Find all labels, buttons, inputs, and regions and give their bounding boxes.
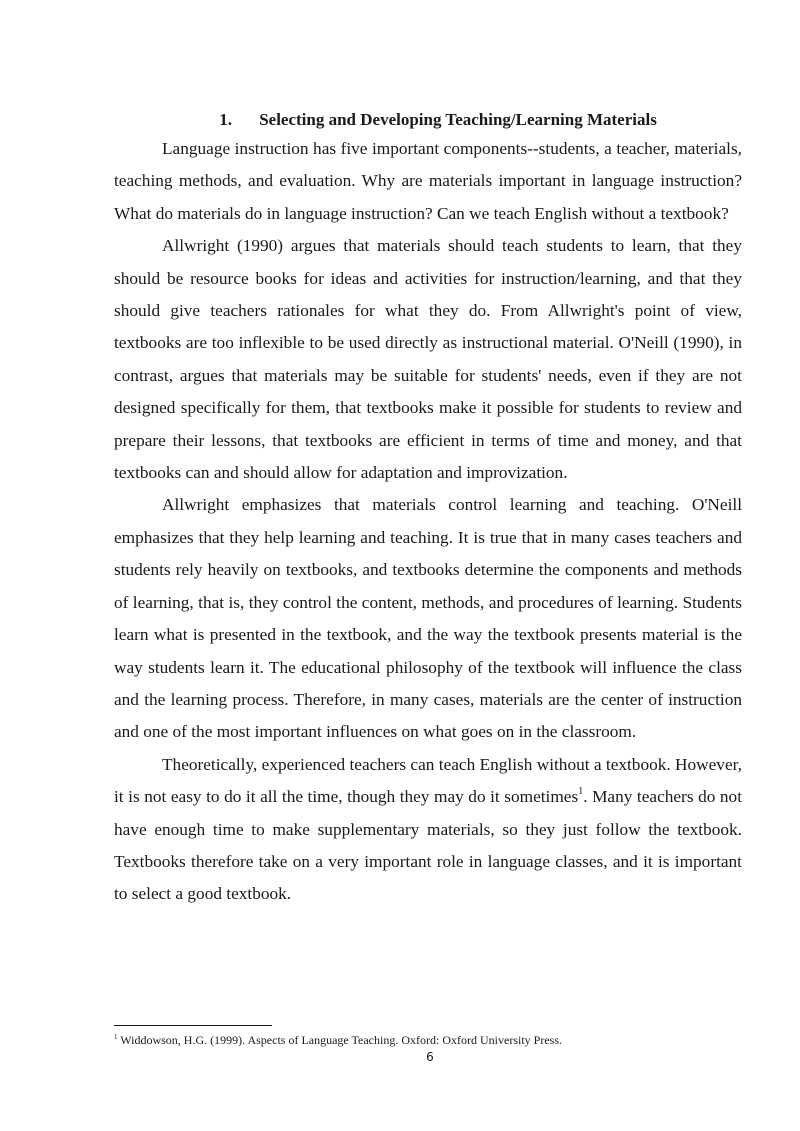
paragraph-4 bbox=[114, 749, 742, 911]
footnote-reference[interactable]: 1 bbox=[578, 786, 584, 798]
paragraph-4-text-after: . Many teachers do not have enough time to make supplementary materials, so they just follow the textbook. Textbooks therefore take on a very important role in language classes, and it is important to select a good textbook. bbox=[114, 787, 742, 904]
paragraph-4-text-before: Theoretically, experienced teachers can teach English without a textbook. However, it is not easy to do it all the time, though they may do it sometimes bbox=[114, 754, 742, 807]
section-title: Selecting and Developing Teaching/Learning Materials bbox=[259, 110, 657, 129]
footnote-marker: 1 bbox=[114, 1033, 118, 1041]
footnote-text: Widdowson, H.G. (1999). Aspects of Language Teaching. Oxford: Oxford University Press. bbox=[117, 1033, 562, 1047]
footnote-separator bbox=[114, 1025, 272, 1026]
footnote bbox=[114, 1032, 742, 1048]
main-content bbox=[114, 107, 742, 911]
section-heading bbox=[114, 107, 742, 133]
page-number: 6 bbox=[426, 1050, 434, 1064]
paragraph-1: Language instruction has five important components--students, a teacher, materials, teaching methods, and evaluation. Why are materials important in language instruction? What do materials do in language instruction? Can we teach English without a textbook? bbox=[114, 139, 742, 223]
paragraph-3: Allwright emphasizes that materials control learning and teaching. O'Neill emphasizes that they help learning and teaching. It is true that in many cases teachers and students rely heavily on textbooks, and textbooks determine the components and methods of learning, that is, they control the content, methods, and procedures of learning. Students learn what is presented in the textbook, and the way the textbook presents material is the way students learn it. The educational philosophy of the textbook will influence the class and the learning process. Therefore, in many cases, materials are the center of instruction and one of the most important influences on what goes on in the classroom. bbox=[114, 495, 742, 742]
paragraph-2: Allwright (1990) argues that materials should teach students to learn, that they should be resource books for ideas and activities for instruction/learning, and that they should give teachers rationales for what they do. From Allwright's point of view, textbooks are too inflexible to be used directly as instructional material. O'Neill (1990), in contrast, argues that materials may be suitable for students' needs, even if they are not designed specifically for them, that textbooks make it possible for students to review and prepare their lessons, that textbooks are efficient in terms of time and money, and that textbooks can and should allow for adaptation and improvization. bbox=[114, 236, 742, 483]
section-number: 1. bbox=[219, 110, 232, 129]
